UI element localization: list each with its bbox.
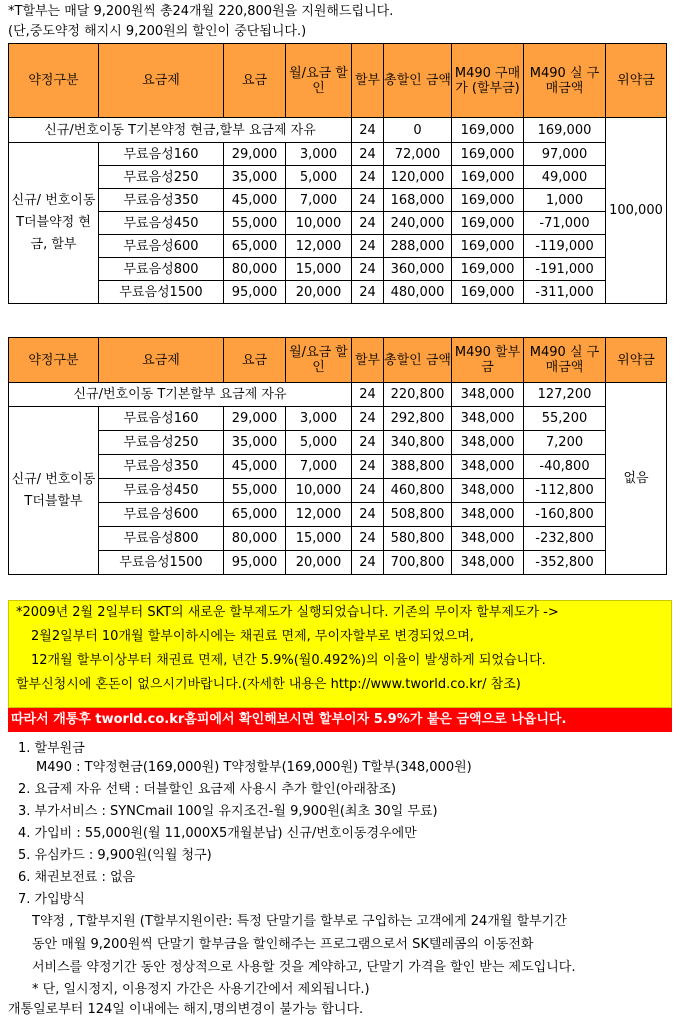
table-row <box>9 189 667 212</box>
header-text: 총할인 금액 <box>384 73 451 88</box>
cell-total: 292,800 <box>384 407 452 431</box>
cell-monthly: 20,000 <box>286 281 352 304</box>
header-cell: 요금 <box>224 338 286 383</box>
group-label-text: 신규/ 번호이동 T더블약정 현금, 할부 <box>11 193 96 252</box>
cell-total-discount: 220,800 <box>384 383 452 407</box>
group-label <box>9 143 99 304</box>
detail-line: 1. 할부원금 <box>18 741 85 756</box>
group-label <box>9 407 99 575</box>
first-row-label: 신규/번호이동 T기본약정 현금,할부 요금제 자유 <box>9 118 352 143</box>
cell-price: 169,000 <box>452 118 524 143</box>
table-row <box>9 118 667 143</box>
cell-plan: 무료음성800 <box>99 527 224 551</box>
cell-total: 360,000 <box>384 258 452 281</box>
detail-line: T약정 , T할부지원 (T할부지원이란: 특정 단말기를 할부로 구입하는 고객에게 24개월 할부기간 <box>32 914 567 929</box>
table-row <box>9 479 667 503</box>
cell-actual: -352,800 <box>524 551 606 575</box>
header-cell <box>452 44 524 118</box>
header-cell <box>384 44 452 118</box>
cell-installment: 24 <box>352 455 384 479</box>
cell-monthly: 7,000 <box>286 455 352 479</box>
detail-line: 5. 유심카드 : 9,900원(익월 청구) <box>18 848 212 863</box>
cell-plan: 무료음성450 <box>99 212 224 235</box>
cell-installment: 24 <box>352 189 384 212</box>
cell-price: 169,000 <box>452 235 524 258</box>
cell-price: 348,000 <box>452 503 524 527</box>
cell-actual: 127,200 <box>524 383 606 407</box>
cell-actual: -191,000 <box>524 258 606 281</box>
detail-line: 개통일로부터 124일 이내에는 해지,명의변경이 불가능 합니다. <box>8 1002 364 1017</box>
cell-plan: 무료음성250 <box>99 166 224 189</box>
cell-total: 460,800 <box>384 479 452 503</box>
cell-price: 348,000 <box>452 455 524 479</box>
table-row <box>9 551 667 575</box>
cell-price: 348,000 <box>452 407 524 431</box>
detail-line: 6. 채권보전료 : 없음 <box>18 870 136 885</box>
cell-actual: -71,000 <box>524 212 606 235</box>
cell-monthly: 7,000 <box>286 189 352 212</box>
detail-line: * 단, 일시정지, 이용정지 가간은 사용기간에서 제외됩니다.) <box>32 982 370 997</box>
cell-price: 169,000 <box>452 143 524 166</box>
cell-installment: 24 <box>352 383 384 407</box>
cell-fee: 65,000 <box>224 503 286 527</box>
header-cell <box>286 44 352 118</box>
cell-plan: 무료음성160 <box>99 143 224 166</box>
cell-total-discount: 0 <box>384 118 452 143</box>
cell-fee: 80,000 <box>224 527 286 551</box>
cell-price: 169,000 <box>452 212 524 235</box>
cell-actual: 97,000 <box>524 143 606 166</box>
notice-line-2: 2월2일부터 10개월 할부이하시에는 채권료 면제, 무이자할부로 변경되었으며, <box>31 629 474 644</box>
cell-monthly: 3,000 <box>286 143 352 166</box>
cell-monthly: 10,000 <box>286 212 352 235</box>
cell-installment: 24 <box>352 431 384 455</box>
cell-fee: 55,000 <box>224 479 286 503</box>
cell-total: 72,000 <box>384 143 452 166</box>
cell-price: 169,000 <box>452 258 524 281</box>
cell-actual: -40,800 <box>524 455 606 479</box>
header-cell: 할부 <box>352 338 384 383</box>
notice-line-4-suffix: 참조) <box>486 677 521 692</box>
cell-actual: 169,000 <box>524 118 606 143</box>
table-row <box>9 527 667 551</box>
notice-line-4 <box>16 677 521 693</box>
cell-plan: 무료음성600 <box>99 235 224 258</box>
cell-monthly: 20,000 <box>286 551 352 575</box>
cell-total: 168,000 <box>384 189 452 212</box>
cell-plan: 무료음성160 <box>99 407 224 431</box>
cell-total: 700,800 <box>384 551 452 575</box>
cell-monthly: 10,000 <box>286 479 352 503</box>
detail-line: 3. 부가서비스 : SYNCmail 100일 유지조건-월 9,900원(최초 30일 무료) <box>18 804 438 819</box>
table-header-row <box>9 44 667 118</box>
cell-monthly: 12,000 <box>286 503 352 527</box>
table-row <box>9 143 667 166</box>
intro-line-1: *T할부는 매달 9,200원씩 총24개월 220,800원을 지원해드립니다. <box>8 4 394 19</box>
cell-fee: 35,000 <box>224 166 286 189</box>
cell-total: 240,000 <box>384 212 452 235</box>
cell-actual: -160,800 <box>524 503 606 527</box>
cell-actual: -311,000 <box>524 281 606 304</box>
first-row-label: 신규/번호이동 T기본할부 요금제 자유 <box>9 383 352 407</box>
table-row <box>9 166 667 189</box>
cell-monthly: 3,000 <box>286 407 352 431</box>
cell-fee: 95,000 <box>224 551 286 575</box>
table-row <box>9 503 667 527</box>
cell-penalty: 없음 <box>606 383 667 575</box>
cell-price: 348,000 <box>452 479 524 503</box>
cell-installment: 24 <box>352 479 384 503</box>
detail-line: 2. 요금제 자유 선택 : 더블할인 요금제 사용시 추가 할인(아래참조) <box>18 782 397 797</box>
cell-installment: 24 <box>352 235 384 258</box>
cell-fee: 45,000 <box>224 455 286 479</box>
cell-fee: 95,000 <box>224 281 286 304</box>
cell-monthly: 5,000 <box>286 431 352 455</box>
header-cell <box>524 338 606 383</box>
group-label-text: 신규/ 번호이동 T더블할부 <box>11 471 96 509</box>
cell-actual: -112,800 <box>524 479 606 503</box>
cell-price: 169,000 <box>452 166 524 189</box>
cell-penalty: 100,000 <box>606 118 667 304</box>
header-text: 총할인 금액 <box>384 352 451 368</box>
detail-line: 동안 매월 9,200원씩 단말기 할부금을 할인해주는 프로그램으로서 SK텔레콤의 이동전화 <box>32 937 534 952</box>
cell-total: 508,800 <box>384 503 452 527</box>
cell-installment: 24 <box>352 166 384 189</box>
header-cell: 요금제 <box>99 338 224 383</box>
header-cell: 위약금 <box>606 338 667 383</box>
header-cell: 약정구분 <box>9 338 99 383</box>
cell-fee: 55,000 <box>224 212 286 235</box>
cell-installment: 24 <box>352 281 384 304</box>
cell-installment: 24 <box>352 143 384 166</box>
cell-fee: 80,000 <box>224 258 286 281</box>
table-header-row <box>9 338 667 383</box>
header-text: M490 할부금 <box>454 345 521 375</box>
cell-total: 480,000 <box>384 281 452 304</box>
cell-actual: 7,200 <box>524 431 606 455</box>
header-text: M490 실 구매금액 <box>529 345 600 375</box>
cell-price: 348,000 <box>452 551 524 575</box>
table-row <box>9 407 667 431</box>
pricing-table-t-installment <box>8 337 667 575</box>
intro-line-2: (단,중도약정 해지시 9,200원의 할인이 중단됩니다.) <box>8 24 307 39</box>
cell-plan: 무료음성350 <box>99 189 224 212</box>
table-row <box>9 281 667 304</box>
cell-price: 348,000 <box>452 527 524 551</box>
cell-actual: 55,200 <box>524 407 606 431</box>
cell-installment: 24 <box>352 258 384 281</box>
notice-line-4-text: 할부신청시에 혼돈이 없으시기바랍니다.(자세한 내용은 <box>16 677 331 692</box>
header-text: 월/요금 할인 <box>289 65 348 96</box>
cell-plan: 무료음성250 <box>99 431 224 455</box>
cell-monthly: 5,000 <box>286 166 352 189</box>
cell-installment: 24 <box>352 118 384 143</box>
cell-total: 340,800 <box>384 431 452 455</box>
detail-line: 4. 가입비 : 55,000원(월 11,000X5개월분납) 신규/번호이동경우에만 <box>18 826 417 841</box>
table-row <box>9 431 667 455</box>
header-cell <box>524 44 606 118</box>
cell-price: 348,000 <box>452 383 524 407</box>
cell-total: 120,000 <box>384 166 452 189</box>
cell-plan: 무료음성800 <box>99 258 224 281</box>
header-text: 월/요금 할인 <box>289 345 348 375</box>
cell-total: 288,000 <box>384 235 452 258</box>
cell-monthly: 15,000 <box>286 527 352 551</box>
table-row <box>9 455 667 479</box>
detail-line: 7. 가입방식 <box>18 892 85 907</box>
header-cell: 위약금 <box>606 44 667 118</box>
cell-plan: 무료음성600 <box>99 503 224 527</box>
table-row <box>9 258 667 281</box>
cell-monthly: 12,000 <box>286 235 352 258</box>
header-text: M490 구매가 (할부금) <box>454 65 521 96</box>
detail-line: M490 : T약정현금(169,000원) T약정할부(169,000원) T할부(348,000원) <box>36 760 472 775</box>
tworld-link[interactable]: http://www.tworld.co.kr/ <box>330 677 487 692</box>
cell-monthly: 15,000 <box>286 258 352 281</box>
cell-price: 348,000 <box>452 431 524 455</box>
header-cell: 요금제 <box>99 44 224 118</box>
header-text: M490 실 구매금액 <box>529 65 600 96</box>
cell-plan: 무료음성350 <box>99 455 224 479</box>
cell-installment: 24 <box>352 212 384 235</box>
cell-fee: 65,000 <box>224 235 286 258</box>
header-cell: 약정구분 <box>9 44 99 118</box>
cell-actual: -232,800 <box>524 527 606 551</box>
cell-plan: 무료음성1500 <box>99 281 224 304</box>
cell-installment: 24 <box>352 503 384 527</box>
detail-line: 서비스를 약정기간 동안 정상적으로 사용할 것을 계약하고, 단말기 가격을 할인 받는 제도입니다. <box>32 960 576 975</box>
pricing-table-t-agreement <box>8 43 667 304</box>
cell-total: 388,800 <box>384 455 452 479</box>
header-cell: 할부 <box>352 44 384 118</box>
notice-line-3: 12개월 할부이상부터 채권료 면제, 년간 5.9%(월0.492%)의 이율이 발생하게 되었습니다. <box>31 653 546 668</box>
cell-total: 580,800 <box>384 527 452 551</box>
cell-price: 169,000 <box>452 189 524 212</box>
cell-plan: 무료음성1500 <box>99 551 224 575</box>
cell-plan: 무료음성450 <box>99 479 224 503</box>
header-cell <box>452 338 524 383</box>
cell-fee: 35,000 <box>224 431 286 455</box>
interest-warning-banner: 따라서 개통후 tworld.co.kr홈피에서 확인해보시면 할부이자 5.9%가 붙은 금액으로 나옵니다. <box>8 708 672 732</box>
table-row <box>9 212 667 235</box>
cell-fee: 29,000 <box>224 143 286 166</box>
installment-notice <box>8 600 672 708</box>
table-row <box>9 383 667 407</box>
cell-actual: 1,000 <box>524 189 606 212</box>
cell-installment: 24 <box>352 407 384 431</box>
header-cell <box>384 338 452 383</box>
cell-fee: 45,000 <box>224 189 286 212</box>
cell-actual: 49,000 <box>524 166 606 189</box>
cell-actual: -119,000 <box>524 235 606 258</box>
cell-fee: 29,000 <box>224 407 286 431</box>
header-cell <box>286 338 352 383</box>
table-row <box>9 235 667 258</box>
cell-installment: 24 <box>352 551 384 575</box>
notice-line-1: *2009년 2월 2일부터 SKT의 새로운 할부제도가 실행되었습니다. 기존의 무이자 할부제도가 -> <box>16 605 559 620</box>
header-cell: 요금 <box>224 44 286 118</box>
cell-installment: 24 <box>352 527 384 551</box>
cell-price: 169,000 <box>452 281 524 304</box>
